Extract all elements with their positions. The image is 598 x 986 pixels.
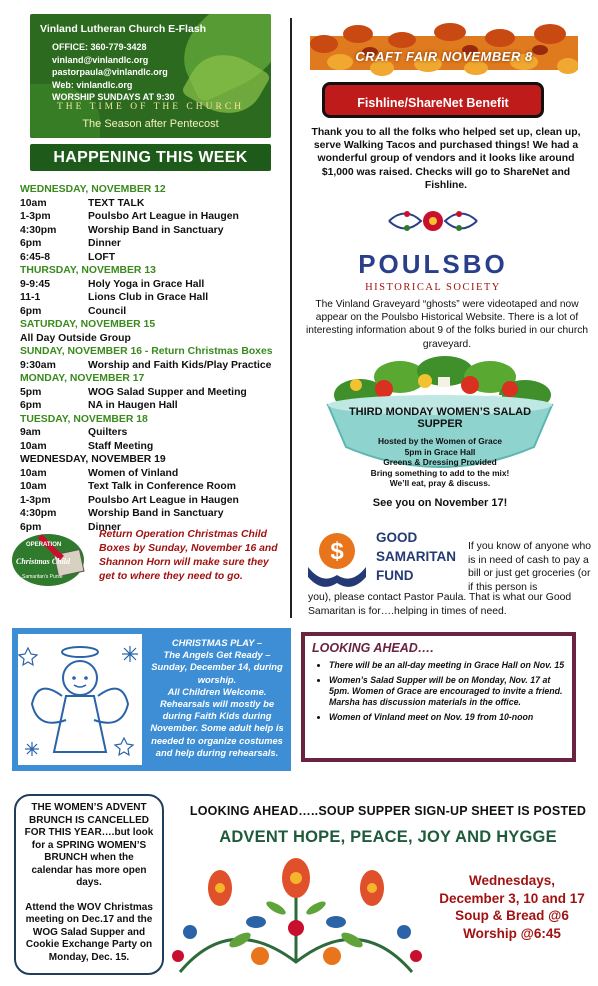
advent-title: ADVENT HOPE, PEACE, JOY AND HYGGE — [219, 828, 557, 846]
schedule-event: WOG Salad Supper and Meeting — [88, 386, 247, 398]
schedule-time: 4:30pm — [20, 508, 57, 519]
play-welcome: All Children Welcome. — [167, 685, 267, 697]
schedule-row — [20, 507, 288, 521]
church-header-banner — [30, 14, 271, 138]
schedule-day-heading: WEDNESDAY, NOVEMBER 12 — [20, 184, 166, 195]
schedule-day-heading: SATURDAY, NOVEMBER 15 — [20, 319, 156, 330]
schedule-day-heading: TUESDAY, NOVEMBER 18 — [20, 413, 148, 425]
salad-bring: Bring something to add to the mix! — [370, 467, 510, 478]
looking-ahead-box — [301, 632, 576, 762]
schedule-time: 11-1 — [20, 292, 41, 303]
salad-supper-details — [340, 436, 540, 489]
schedule-row — [20, 494, 288, 508]
schedule-event: Staff Meeting — [88, 440, 154, 452]
folk-flowers-illustration — [160, 852, 432, 982]
brunch-cancelled-text: THE WOMEN’S ADVENT BRUNCH IS CANCELLED FOR THIS YEAR….but look for a SPRING WOMEN’S BRUNCH when the calendar has more open days. — [24, 802, 154, 888]
fishline-sharenet-banner: Fishline/ShareNet Benefit — [322, 82, 544, 118]
schedule-row — [20, 359, 288, 373]
rosemaling-ornament-icon — [385, 200, 481, 242]
schedule-time: 6pm — [20, 305, 42, 317]
schedule-event: Poulsbo Art League in Haugen — [88, 211, 239, 222]
advent-dates: December 3, 10 and 17 — [439, 890, 585, 906]
list-item: • Women’s Salad Supper will be on Monday, Nov. 17 at 5pm. Women of Grace are encouraged to invite a friend. Marsha has discussion materials in the office. — [329, 675, 573, 708]
christmas-play-text — [148, 637, 286, 759]
poulsbo-logo-text: POULSBO — [358, 249, 508, 279]
salad-provided: Greens & Dressing Provided — [383, 457, 497, 467]
schedule-event: LOFT — [88, 251, 116, 263]
schedule-time: All Day Outside Group — [20, 332, 131, 344]
looking-ahead-list — [309, 660, 573, 727]
graveyard-ghosts-text: The Vinland Graveyard “ghosts” were videotaped and now appear on the Poulsbo Historical Website. There is a lot of interesting information about 9 of the folks buried in our church graveyard. — [305, 299, 589, 350]
church-email[interactable]: vinland@vinlandlc.org — [52, 54, 149, 65]
column-divider — [290, 18, 292, 618]
wov-christmas-text: Attend the WOV Christmas meeting on Dec.17 and the WOG Salad Supper and Cookie Exchange Party on Monday, Dec. 15. — [25, 901, 153, 963]
schedule-day-heading: SUNDAY, NOVEMBER 16 - Return Christmas Boxes — [20, 346, 273, 357]
schedule-row — [20, 386, 288, 400]
worship-time: WORSHIP SUNDAYS AT 9:30 — [52, 92, 175, 102]
salad-host: Hosted by the Women of Grace — [377, 436, 503, 446]
craft-fair-thanks-text: Thank you to all the folks who helped set up, clean up, serve Walking Tacos and purchased things! We had a wonderful group of vendors and it looks like around $1,000 was raised. Checks will go to ShareNet and Fishline. — [311, 127, 581, 191]
schedule-row — [20, 480, 288, 494]
see-you-text: See you on November 17! — [372, 497, 508, 509]
church-title: Vinland Lutheran Church E-Flash — [40, 23, 207, 35]
good-samaritan-text: If you know of anyone who is in need of cash to pay a bill or just get groceries (or if this person is — [468, 541, 592, 593]
schedule-time: 6pm — [20, 521, 42, 533]
gs-name-line: GOOD — [376, 530, 418, 545]
schedule-time: 6pm — [20, 238, 42, 249]
play-heading: CHRISTMAS PLAY – — [171, 637, 263, 648]
schedule-row — [20, 305, 288, 319]
craft-fair-title: CRAFT FAIR NOVEMBER 8 — [355, 49, 533, 64]
looking-ahead-heading: LOOKING AHEAD…. — [312, 641, 434, 655]
time-of-church: THE TIME OF THE CHURCH — [56, 102, 245, 112]
schedule-event: Lions Club in Grace Hall — [88, 292, 209, 303]
schedule-event: Women of Vinland — [88, 467, 179, 479]
soup-supper-heading: LOOKING AHEAD…..SOUP SUPPER SIGN-UP SHEET IS POSTED — [189, 804, 587, 818]
occ-reminder-text: Return Operation Christmas Child Boxes by Sunday, November 16 and Shannon Horn will make sure they get to where they need to go. — [99, 529, 278, 582]
schedule-day-heading: THURSDAY, NOVEMBER 13 — [20, 265, 156, 276]
gs-name-line: SAMARITAN — [376, 549, 456, 564]
schedule-row — [20, 291, 288, 305]
schedule-event: Dinner — [88, 521, 121, 533]
schedule-time: 1-3pm — [20, 211, 51, 222]
schedule-time: 10am — [20, 481, 47, 492]
schedule-time: 9am — [20, 427, 41, 438]
schedule-event: Council — [88, 305, 127, 317]
good-samaritan-text-continued: you), please contact Pastor Paula. That is what our Good Samaritan is for….helping in times of need. — [308, 592, 572, 617]
schedule-day-heading: MONDAY, NOVEMBER 17 — [20, 373, 145, 384]
operation-christmas-child-logo — [10, 528, 88, 590]
schedule-row — [20, 251, 288, 265]
schedule-row — [20, 332, 288, 346]
christmas-play-box — [12, 628, 291, 771]
schedule-event: Worship Band in Sanctuary — [88, 224, 224, 236]
list-item: • Women of Vinland meet on Nov. 19 from 10-noon — [329, 712, 573, 723]
schedule-row — [20, 440, 288, 454]
advent-schedule — [432, 872, 592, 942]
schedule-time: 10am — [20, 440, 47, 452]
schedule-event: Worship and Faith Kids/Play Practice — [88, 359, 272, 371]
schedule-event: NA in Haugen Hall — [88, 400, 178, 411]
happening-this-week-heading: HAPPENING THIS WEEK — [30, 144, 271, 171]
svg-text:$: $ — [330, 538, 344, 565]
schedule-time: 10am — [20, 467, 47, 479]
office-phone: OFFICE: 360-779-3428 — [52, 42, 147, 52]
advent-wednesdays: Wednesdays, — [468, 873, 556, 888]
schedule-time: 1-3pm — [20, 494, 51, 506]
weekly-schedule — [20, 183, 288, 534]
schedule-row — [20, 278, 288, 292]
schedule-row — [20, 399, 288, 413]
schedule-time: 10am — [20, 197, 47, 209]
schedule-event: Holy Yoga in Grace Hall — [88, 278, 205, 290]
website[interactable]: Web: vinlandlc.org — [52, 79, 133, 90]
good-samaritan-fund-logo — [304, 527, 370, 589]
occ-logo-top: OPERATION — [26, 542, 62, 548]
advent-brunch-notice — [14, 794, 164, 975]
schedule-event: TEXT TALK — [88, 197, 145, 209]
schedule-day-heading: WEDNESDAY, NOVEMBER 19 — [20, 454, 166, 465]
schedule-row — [20, 426, 288, 440]
angel-drawing — [18, 634, 142, 765]
list-item: • There will be an all-day meeting in Grace Hall on Nov. 15 — [329, 660, 573, 671]
play-rehearsals: Rehearsals will mostly be during Faith Kids during November. Some adult help is needed to organize costumes and help during rehearsals. — [150, 698, 284, 758]
salad-time-place: 5pm in Grace Hall — [404, 446, 476, 457]
schedule-event: Poulsbo Art League in Haugen — [88, 494, 239, 506]
occ-logo-main: Christmas Child — [16, 557, 71, 566]
schedule-time: 5pm — [20, 386, 42, 398]
schedule-row — [20, 197, 288, 211]
salad-eat-pray: We’ll eat, pray & discuss. — [389, 478, 491, 488]
gs-name-line: FUND — [376, 568, 414, 583]
schedule-row — [20, 224, 288, 238]
schedule-event: Worship Band in Sanctuary — [88, 508, 224, 519]
occ-logo-sub: Samaritan's Purse — [22, 574, 63, 580]
schedule-event: Quilters — [88, 427, 128, 438]
play-title: The Angels Get Ready – — [163, 649, 271, 661]
play-date: Sunday, December 14, during worship. — [151, 661, 283, 685]
schedule-time: 6pm — [20, 400, 42, 411]
salad-supper-title: THIRD MONDAY WOMEN’S SALAD SUPPER — [348, 406, 532, 430]
good-samaritan-name — [376, 528, 466, 585]
historical-society-text: HISTORICAL SOCIETY — [365, 282, 501, 293]
pastor-email[interactable]: pastorpaula@vinlandlc.org — [52, 67, 168, 77]
schedule-time: 6:45-8 — [20, 251, 51, 263]
schedule-row — [20, 210, 288, 224]
schedule-event: Text Talk in Conference Room — [88, 481, 236, 492]
advent-soup-time: Soup & Bread @6 — [455, 908, 569, 923]
church-contact-info — [52, 41, 175, 104]
season-label: The Season after Pentecost — [82, 118, 219, 130]
schedule-time: 4:30pm — [20, 224, 57, 236]
schedule-row — [20, 237, 288, 251]
schedule-time: 9-9:45 — [20, 278, 51, 290]
advent-worship-time: Worship @6:45 — [463, 925, 561, 941]
schedule-event: Dinner — [88, 238, 121, 249]
schedule-row — [20, 467, 288, 481]
schedule-time: 9:30am — [20, 359, 56, 371]
